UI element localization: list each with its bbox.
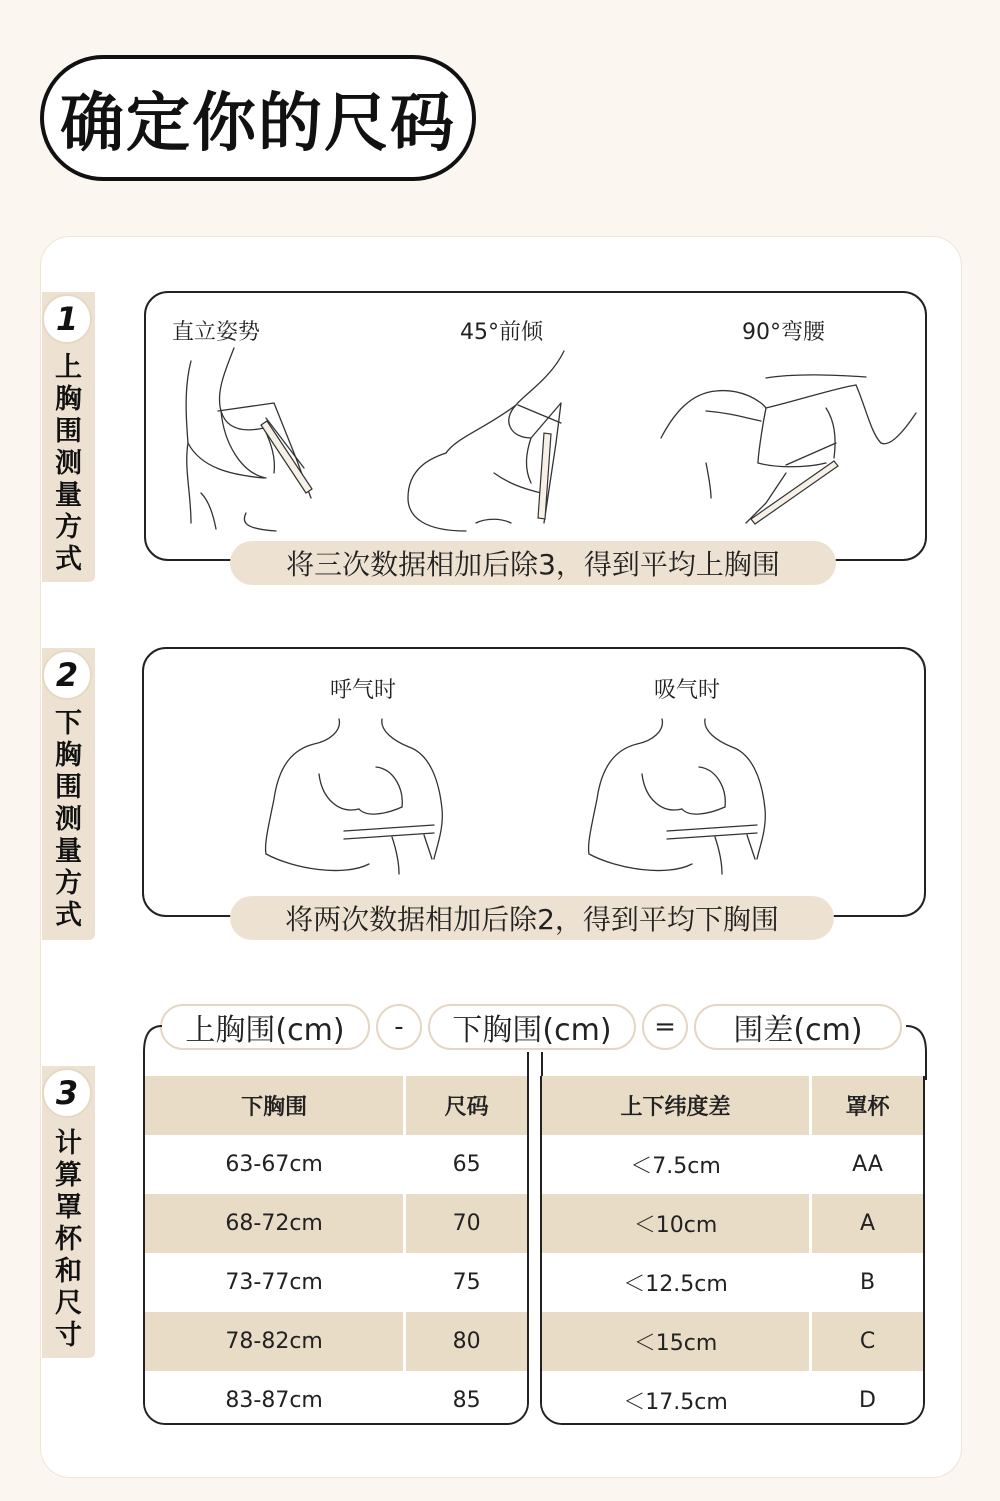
formula-upper-bust: 上胸围(cm) — [160, 1004, 370, 1050]
header-cup: 罩杯 — [811, 1076, 923, 1135]
step2-figures — [144, 649, 924, 915]
cup-size-table — [540, 1076, 925, 1425]
inhale-figure — [589, 719, 766, 874]
step-label-1: 上 胸 围 测 量 方 式 — [55, 352, 82, 575]
caption-lean-45: 45°前倾 — [460, 320, 543, 345]
table-row: 63-67cm 65 — [145, 1135, 527, 1194]
formula-equals: = — [642, 1004, 688, 1050]
table-row: 83-87cm 85 — [145, 1371, 527, 1425]
table-row: ＜10cm A — [542, 1194, 923, 1253]
formula-under-bust: 下胸围(cm) — [428, 1004, 636, 1050]
formula-minus: - — [376, 1004, 422, 1050]
header-size: 尺码 — [405, 1076, 527, 1135]
exhale-figure — [266, 719, 443, 874]
page-title: 确定你的尺码 — [60, 87, 456, 161]
table-row: 68-72cm 70 — [145, 1194, 527, 1253]
table-row: ＜12.5cm B — [542, 1253, 923, 1312]
step-label-2: 下 胸 围 测 量 方 式 — [55, 708, 82, 931]
header-difference: 上下纬度差 — [542, 1076, 811, 1135]
tables-outline — [142, 1022, 928, 1082]
caption-inhale: 吸气时 — [654, 678, 721, 703]
table-row: 78-82cm 80 — [145, 1312, 527, 1371]
formula-difference: 围差(cm) — [694, 1004, 902, 1050]
caption-standing: 直立姿势 — [172, 320, 261, 345]
standing-figure — [186, 348, 311, 531]
table-row: ＜17.5cm D — [542, 1371, 923, 1425]
step1-illustration-box — [144, 291, 927, 561]
table-row: ＜15cm C — [542, 1312, 923, 1371]
caption-bend-90: 90°弯腰 — [742, 320, 825, 345]
step-number-2: 2 — [42, 650, 92, 700]
step2-illustration-box — [142, 647, 926, 917]
page-title-pill — [40, 55, 476, 181]
step-label-3: 计 算 罩 杯 和 尺 寸 — [55, 1128, 82, 1351]
step-number-1: 1 — [42, 294, 92, 344]
step2-banner: 将两次数据相加后除2，得到平均下胸围 — [230, 896, 834, 940]
band-size-table — [143, 1076, 529, 1425]
table-row: ＜7.5cm AA — [542, 1135, 923, 1194]
table-row: 73-77cm 75 — [145, 1253, 527, 1312]
caption-exhale: 呼气时 — [330, 678, 397, 703]
step1-banner: 将三次数据相加后除3，得到平均上胸围 — [230, 541, 836, 585]
step-number-3: 3 — [42, 1068, 92, 1118]
tape-measure-icons — [261, 421, 838, 524]
header-under-bust: 下胸围 — [145, 1076, 405, 1135]
